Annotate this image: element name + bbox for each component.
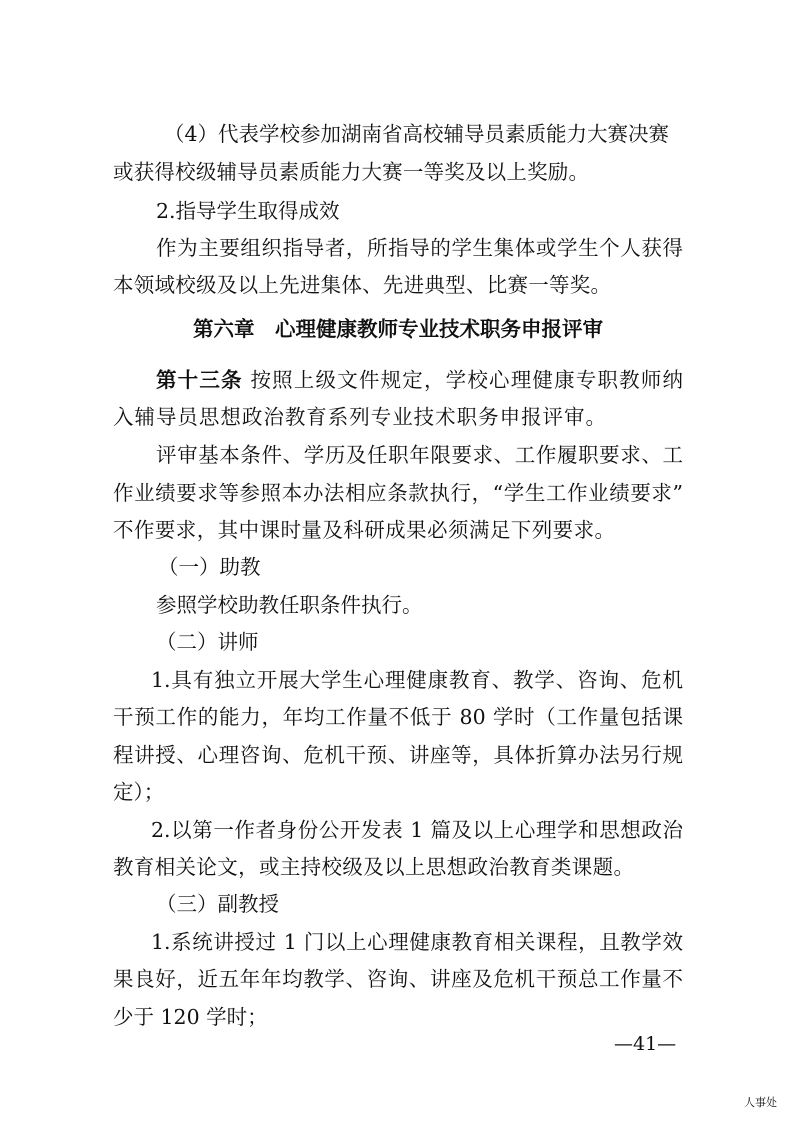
article-13-line xyxy=(156,365,683,395)
office-mark: 人事处 xyxy=(744,1096,777,1109)
body-line: 1.系统讲授过 1 门以上心理健康教育相关课程，且教学效 xyxy=(151,930,683,954)
body-line: 1.具有独立开展大学生心理健康教育、教学、咨询、危机 xyxy=(151,668,683,692)
body-line: 少于 120 学时； xyxy=(113,1005,268,1029)
body-line: 2.以第一作者身份公开发表 1 篇及以上心理学和思想政治 xyxy=(151,818,683,842)
body-line: 作为主要组织指导者，所指导的学生集体或学生个人获得 xyxy=(156,236,683,260)
article-text: 按照上级文件规定，学校心理健康专职教师纳 xyxy=(242,368,684,392)
body-line: 果良好，近五年年均教学、咨询、讲座及危机干预总工作量不 xyxy=(113,967,683,991)
body-line: 参照学校助教任职条件执行。 xyxy=(156,593,423,617)
chapter-heading: 第六章 心理健康教师专业技术职务申报评审 xyxy=(193,317,603,341)
article-label: 第十三条 xyxy=(156,368,243,392)
page-number: —41— xyxy=(614,1033,677,1055)
body-line: 本领域校级及以上先进集体、先进典型、比赛一等奖。 xyxy=(113,273,611,297)
body-line: 评审基本条件、学历及任职年限要求、工作履职要求、工 xyxy=(156,443,683,467)
body-line: 2.指导学生取得成效 xyxy=(156,199,340,223)
body-line: 作业绩要求等参照本办法相应条款执行，“学生工作业绩要求” xyxy=(113,481,683,505)
body-line: 入辅导员思想政治教育系列专业技术职务申报评审。 xyxy=(113,405,606,429)
body-line: 干预工作的能力，年均工作量不低于 80 学时（工作量包括课 xyxy=(113,705,683,729)
body-line: 不作要求，其中课时量及科研成果必须满足下列要求。 xyxy=(113,518,615,542)
body-line: 或获得校级辅导员素质能力大赛一等奖及以上奖励。 xyxy=(113,160,589,184)
body-line: （4）代表学校参加湖南省高校辅导员素质能力大赛决赛 xyxy=(164,122,670,146)
body-line: 程讲授、心理咨询、危机干预、讲座等，具体折算办法另行规 xyxy=(113,743,683,767)
section-heading: （三）副教授 xyxy=(156,892,279,916)
section-heading: （二）讲师 xyxy=(156,630,259,654)
section-heading: （一）助教 xyxy=(158,555,261,579)
body-line: 教育相关论文，或主持校级及以上思想政治教育类课题。 xyxy=(113,855,634,879)
body-line: 定）； xyxy=(113,780,165,804)
